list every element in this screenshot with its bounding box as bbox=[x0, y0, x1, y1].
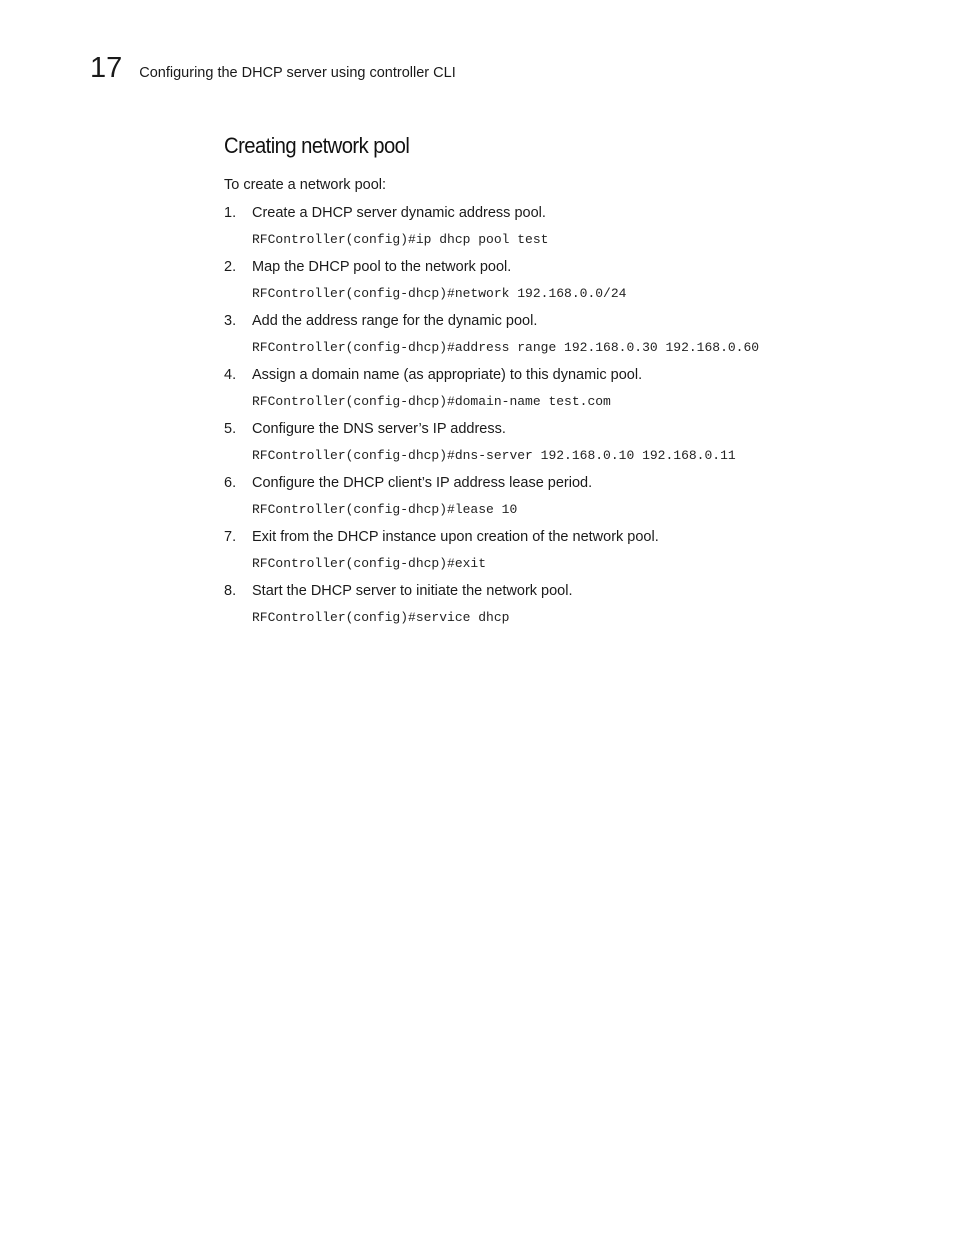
step-number: 8. bbox=[224, 583, 237, 599]
chapter-title: Configuring the DHCP server using controller CLI bbox=[139, 65, 456, 81]
step-item bbox=[224, 582, 904, 626]
section-intro: To create a network pool: bbox=[224, 177, 387, 193]
step-text: Assign a domain name (as appropriate) to this dynamic pool. bbox=[252, 367, 643, 383]
step-number: 7. bbox=[224, 529, 237, 545]
steps-list bbox=[224, 204, 904, 626]
step-item bbox=[224, 312, 904, 356]
step-line bbox=[224, 582, 904, 600]
step-line bbox=[224, 204, 904, 222]
step-text: Start the DHCP server to initiate the network pool. bbox=[252, 583, 573, 599]
code-sample: RFController(config)#ip dhcp pool test bbox=[252, 232, 549, 247]
step-number: 2. bbox=[224, 259, 237, 275]
step-number: 5. bbox=[224, 421, 237, 437]
code-sample: RFController(config-dhcp)#domain-name test.com bbox=[252, 394, 611, 409]
step-item bbox=[224, 474, 904, 518]
main-content bbox=[224, 132, 904, 636]
step-item bbox=[224, 420, 904, 464]
step-line bbox=[224, 528, 904, 546]
step-line bbox=[224, 474, 904, 492]
step-line bbox=[224, 420, 904, 438]
code-sample: RFController(config-dhcp)#network 192.168.0.0/24 bbox=[252, 286, 627, 301]
step-line bbox=[224, 312, 904, 330]
step-number: 6. bbox=[224, 475, 237, 491]
chapter-number: 17 bbox=[90, 52, 123, 84]
step-text: Configure the DNS server’s IP address. bbox=[252, 421, 506, 437]
step-text: Exit from the DHCP instance upon creation of the network pool. bbox=[252, 529, 659, 545]
step-text: Add the address range for the dynamic pool. bbox=[252, 313, 538, 329]
step-text: Map the DHCP pool to the network pool. bbox=[252, 259, 512, 275]
step-number: 4. bbox=[224, 367, 237, 383]
code-sample: RFController(config-dhcp)#dns-server 192.168.0.10 192.168.0.11 bbox=[252, 448, 736, 463]
step-item bbox=[224, 258, 904, 302]
step-line bbox=[224, 366, 904, 384]
step-text: Configure the DHCP client’s IP address lease period. bbox=[252, 475, 593, 491]
running-header bbox=[90, 54, 456, 83]
step-text: Create a DHCP server dynamic address pool. bbox=[252, 205, 546, 221]
code-sample: RFController(config-dhcp)#exit bbox=[252, 556, 487, 571]
section-title: Creating network pool bbox=[224, 133, 410, 158]
step-number: 3. bbox=[224, 313, 237, 329]
step-item bbox=[224, 366, 904, 410]
step-line bbox=[224, 258, 904, 276]
code-sample: RFController(config)#service dhcp bbox=[252, 610, 510, 625]
code-sample: RFController(config-dhcp)#address range 192.168.0.30 192.168.0.60 bbox=[252, 340, 760, 355]
code-sample: RFController(config-dhcp)#lease 10 bbox=[252, 502, 518, 517]
step-item bbox=[224, 528, 904, 572]
step-item bbox=[224, 204, 904, 248]
step-number: 1. bbox=[224, 205, 237, 221]
